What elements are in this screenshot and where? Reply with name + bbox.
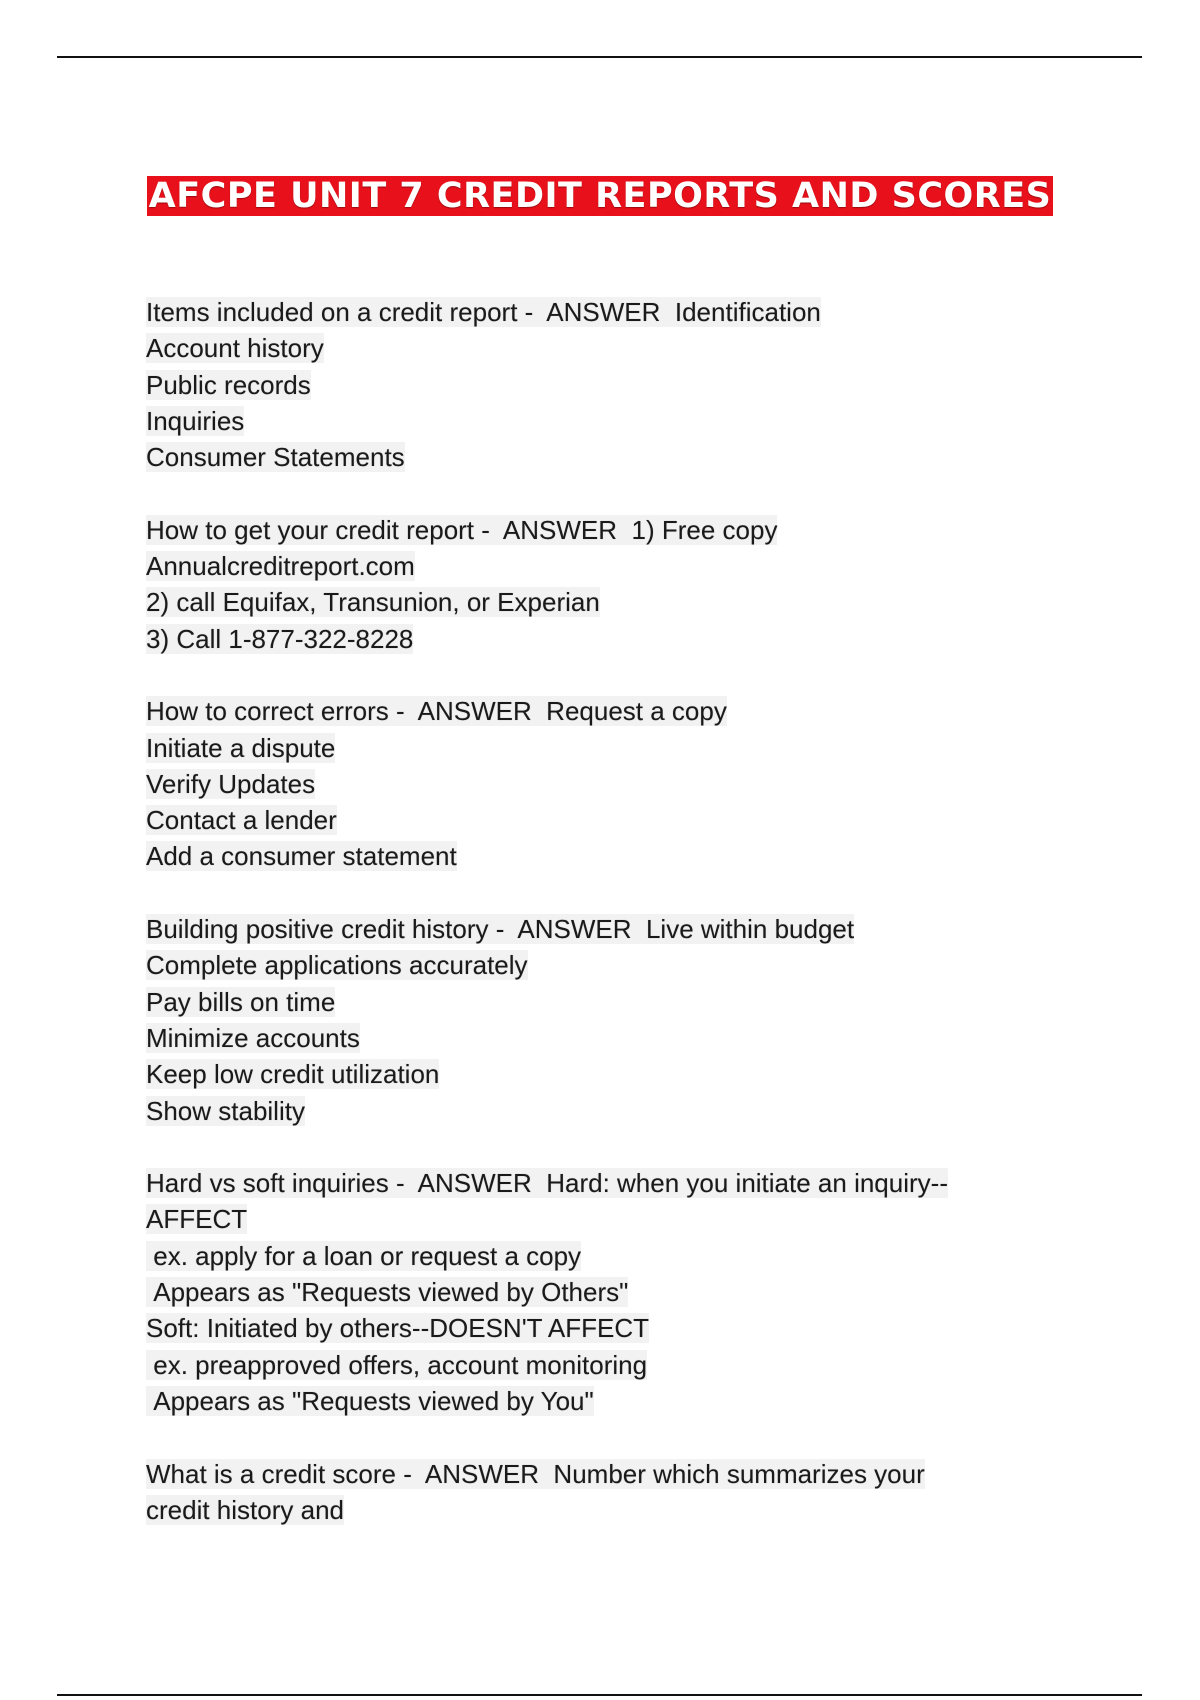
qa-question-line [146, 512, 1046, 548]
qa-answer-line [146, 1492, 1046, 1528]
qa-line-text: 3) Call 1-877-322-8228 [146, 623, 414, 654]
qa-line-text: Contact a lender [146, 805, 337, 836]
qa-answer-line [146, 439, 1046, 475]
qa-line-text: Minimize accounts [146, 1022, 360, 1053]
qa-line-text: credit history and [146, 1494, 344, 1525]
qa-line-text: Soft: Initiated by others--DOESN'T AFFECT [146, 1313, 649, 1344]
top-divider [57, 56, 1142, 58]
qa-block [146, 512, 1046, 657]
bottom-divider [57, 1694, 1142, 1696]
qa-answer-line [146, 367, 1046, 403]
qa-line-text: Items included on a credit report - ANSWER Identification [146, 297, 821, 327]
qa-line-text: Consumer Statements [146, 442, 405, 473]
qa-line-text: How to get your credit report - ANSWER 1) Free copy [146, 514, 778, 545]
qa-answer-line [146, 1093, 1046, 1129]
qa-block [146, 693, 1046, 874]
qa-answer-line [146, 947, 1046, 983]
qa-answer-line [146, 1238, 1046, 1274]
qa-answer-line [146, 984, 1046, 1020]
qa-answer-line [146, 1056, 1046, 1092]
qa-line-text: Public records [146, 369, 311, 400]
qa-line-text: Inquiries [146, 405, 245, 436]
qa-line-text: What is a credit score - ANSWER Number which summarizes your [146, 1458, 925, 1489]
qa-line-text: Add a consumer statement [146, 841, 457, 872]
qa-answer-line [146, 1274, 1046, 1310]
qa-line-text: Hard vs soft inquiries - ANSWER Hard: when you initiate an inquiry-- [146, 1168, 948, 1199]
qa-line-text: Pay bills on time [146, 986, 336, 1017]
qa-question-line [146, 693, 1046, 729]
title-highlight: AFCPE UNIT 7 CREDIT REPORTS AND SCORES [148, 176, 1052, 217]
qa-block [146, 1165, 1046, 1419]
qa-answer-line [146, 621, 1046, 657]
qa-question-line [146, 294, 1046, 330]
qa-answer-line [146, 766, 1046, 802]
qa-answer-line [146, 330, 1046, 366]
qa-line-text: Keep low credit utilization [146, 1059, 440, 1090]
qa-answer-line [146, 838, 1046, 874]
qa-answer-line [146, 1310, 1046, 1346]
qa-line-text: Verify Updates [146, 768, 316, 799]
qa-block [146, 294, 1046, 475]
qa-line-text: ex. apply for a loan or request a copy [146, 1240, 582, 1271]
qa-answer-line [146, 730, 1046, 766]
qa-answer-line [146, 403, 1046, 439]
qa-answer-line [146, 548, 1046, 584]
qa-line-text: Appears as "Requests viewed by Others" [146, 1277, 629, 1308]
qa-line-text: How to correct errors - ANSWER Request a copy [146, 696, 727, 727]
qa-question-line [146, 1165, 1046, 1201]
qa-block [146, 911, 1046, 1129]
qa-line-text: Building positive credit history - ANSWER Live within budget [146, 914, 855, 945]
qa-question-line [146, 911, 1046, 947]
qa-line-text: AFFECT [146, 1204, 248, 1235]
document-body [146, 294, 1046, 1564]
qa-answer-line [146, 1201, 1046, 1237]
qa-answer-line [146, 1347, 1046, 1383]
qa-block [146, 1456, 1046, 1529]
qa-line-text: Initiate a dispute [146, 732, 336, 763]
qa-line-text: 2) call Equifax, Transunion, or Experian [146, 587, 600, 618]
qa-line-text: Complete applications accurately [146, 950, 528, 981]
qa-answer-line [146, 802, 1046, 838]
qa-line-text: Annualcreditreport.com [146, 551, 415, 582]
qa-line-text: ex. preapproved offers, account monitoring [146, 1349, 648, 1380]
qa-question-line [146, 1456, 1046, 1492]
page-title [0, 168, 1200, 224]
qa-line-text: Account history [146, 333, 324, 364]
qa-answer-line [146, 584, 1046, 620]
qa-answer-line [146, 1020, 1046, 1056]
qa-line-text: Appears as "Requests viewed by You" [146, 1385, 594, 1416]
qa-answer-line [146, 1383, 1046, 1419]
qa-line-text: Show stability [146, 1095, 305, 1126]
